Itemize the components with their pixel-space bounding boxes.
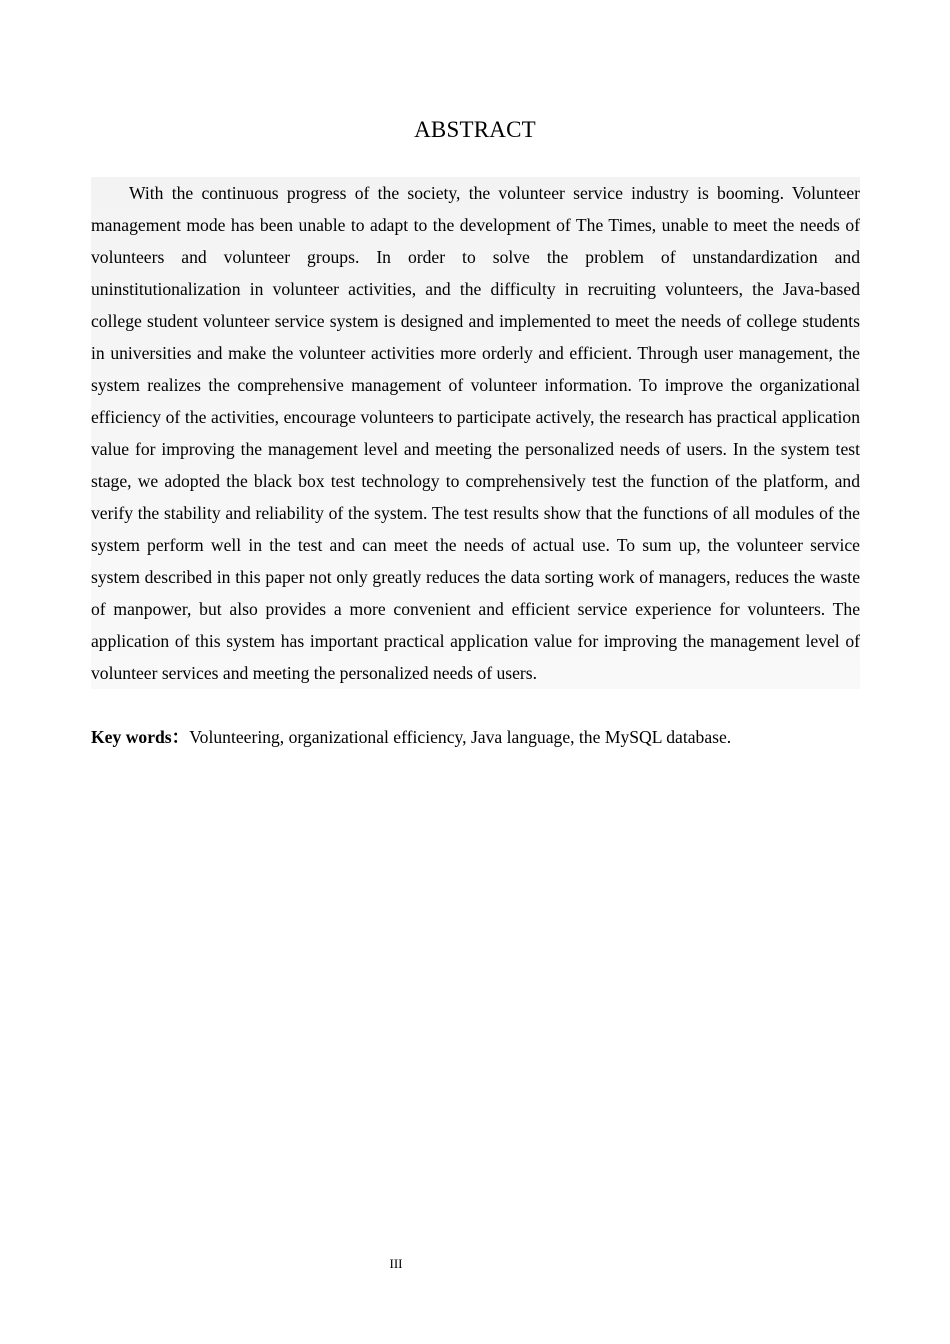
keywords-line (91, 721, 860, 753)
abstract-paragraph: With the continuous progress of the society, the volunteer service industry is booming. Volunteer management mode has been unable to adapt to the development of The Times, unable to meet the needs of volunteers and volunteer groups. In order to solve the problem of unstandardization and uninstitutionalization in volunteer activities, and the difficulty in recruiting volunteers, the Java-based college student volunteer service system is designed and implemented to meet the needs of college students in universities and make the volunteer activities more orderly and efficient. Through user management, the system realizes the comprehensive management of volunteer information. To improve the organizational efficiency of the activities, encourage volunteers to participate actively, the research has practical application value for improving the management level and meeting the personalized needs of users. In the system test stage, we adopted the black box test technology to comprehensively test the function of the platform, and verify the stability and reliability of the system. The test results show that the functions of all modules of the system perform well in the test and can meet the needs of actual use. To sum up, the volunteer service system described in this paper not only greatly reduces the data sorting work of managers, reduces the waste of manpower, but also provides a more convenient and efficient service experience for volunteers. The application of this system has important practical application value for improving the management level of volunteer services and meeting the personalized needs of users. (91, 177, 860, 689)
keywords-text: Volunteering, organizational efficiency, Java language, the MySQL database. (189, 727, 732, 747)
page-number: III (389, 1256, 403, 1271)
keywords-label: Key words： (91, 727, 190, 747)
page-title: ABSTRACT (414, 117, 536, 142)
